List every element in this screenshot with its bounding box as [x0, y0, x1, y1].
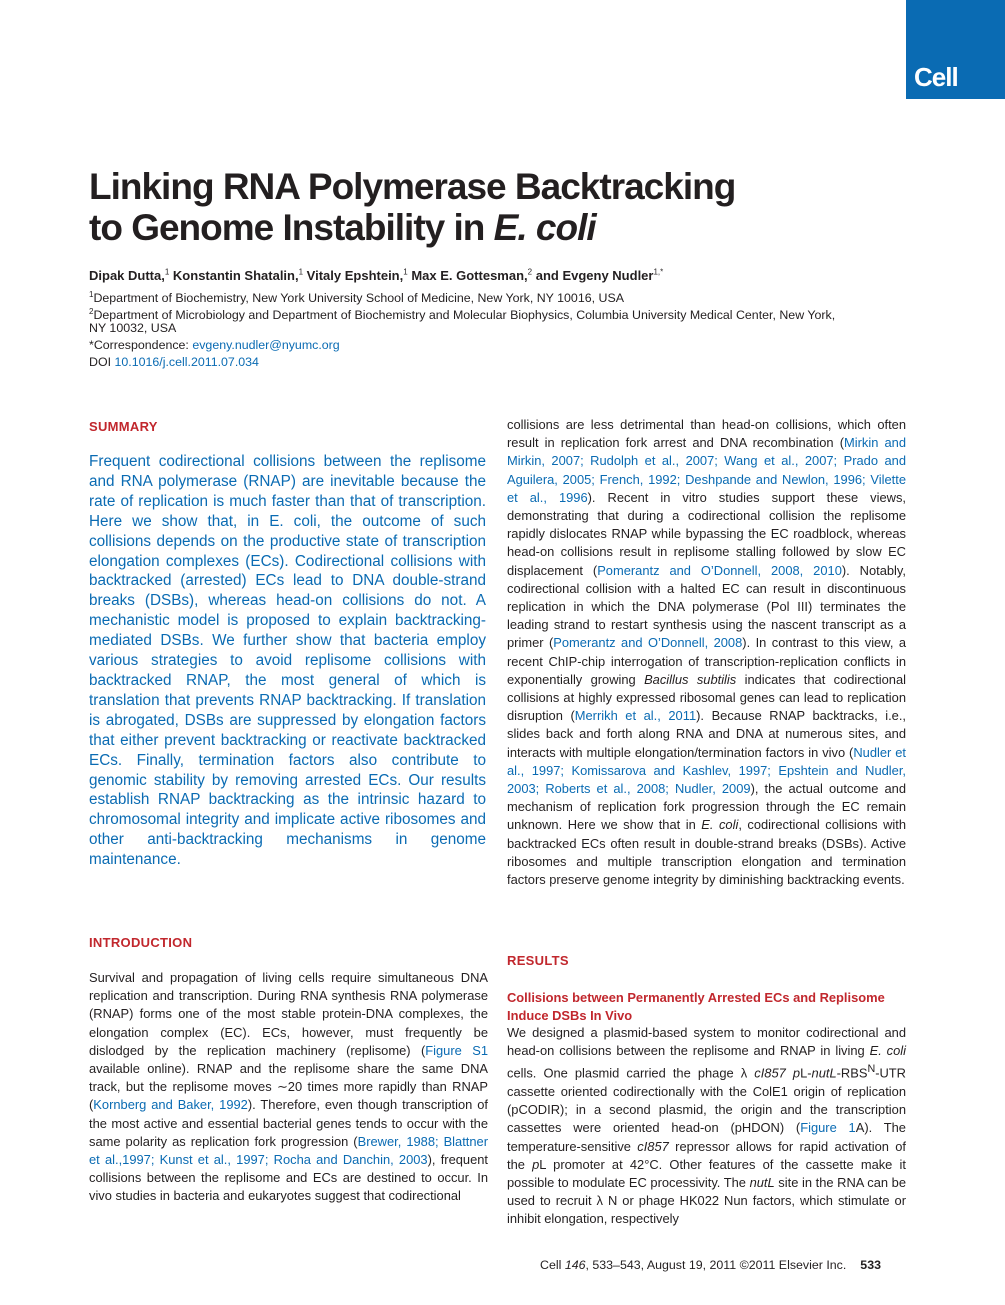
- text-run: ), frequent collisions between the replisome and ECs are destined to occur. In vivo studies in bacteria and eukaryotes suggest that codirectional: [89, 1152, 488, 1204]
- doi-link[interactable]: 10.1016/j.cell.2011.07.034: [114, 355, 259, 369]
- italic-term: Bacillus subtilis: [644, 671, 737, 687]
- text-run: collisions are less detrimental than head-on collisions, which often result in replication fork arrest and DNA recombination (: [507, 417, 906, 451]
- introduction-heading: INTRODUCTION: [89, 935, 193, 950]
- superscript: N: [867, 1063, 876, 1076]
- author: and Evgeny Nudler$^{1,*}$: [535, 268, 664, 284]
- title-organism: E. coli: [493, 207, 596, 248]
- italic-term: cI857: [637, 1138, 669, 1154]
- citation-link[interactable]: Nudler et al., 1997; Komissarova and Kashlev, 1997; Epshtein and Nudler, 2003; Roberts et al., 2008; Nudler, 2009: [507, 744, 906, 797]
- title-line-2: to Genome Instability in: [89, 207, 485, 248]
- affiliation-2: $^2$Department of Microbiology and Department of Biochemistry and Molecular Biophysics, Columbia University Medical Center, New York,: [89, 307, 836, 323]
- results-subheading: Collisions between Permanently Arrested ECs and Replisome Induce DSBs In Vivo: [507, 990, 885, 1023]
- author: Dipak Dutta,$^1$: [89, 268, 170, 284]
- text-run: repressor allows for rapid activation of the: [507, 1138, 906, 1172]
- text-run: available online). RNAP and the replisome share the same DNA track, but the replisome moves ∼20 times more rapidly than RNAP (: [89, 1061, 488, 1113]
- text-run: cells. One plasmid carried the phage λ: [507, 1065, 755, 1081]
- author: Max E. Gottesman,$^2$: [411, 268, 533, 284]
- page-number: 533: [860, 1258, 881, 1272]
- text-run: We designed a plasmid-based system to monitor codirectional and head-on collisions between the replisome and RNAP in living: [507, 1025, 906, 1059]
- correspondence: *Correspondence: evgeny.nudler@nyumc.org: [89, 338, 340, 352]
- author-list: [89, 268, 663, 283]
- citation-link[interactable]: Brewer, 1988; Blattner et al.,1997; Kunst et al., 1997; Rocha and Danchin, 2003: [89, 1133, 488, 1168]
- italic-term: nutL: [811, 1065, 837, 1081]
- summary-text: Frequent codirectional collisions between the replisome and RNA polymerase (RNAP) are inevitable because the rate of replication is much faster than that of transcription. Here we show that, in E. coli, the outcome of such collisions depends on the productive state of transcription elongation complexes (ECs). Codirectional collisions with backtracked (arrested) ECs lead to DNA double-strand breaks (DSBs), whereas head-on collisions do not. A mechanistic model is proposed to explain backtracking-mediated DSBs. We further show that bacteria employ various strategies to avoid replisome collisions with backtracked RNAP, the most general of which is translation that prevents RNAP backtracking. If translation is abrogated, DSBs are suppressed by elongation factors that either prevent backtracking or reactivate backtracked ECs. Finally, termination factors also contribute to genomic stability by removing arrested ECs. Our results establish RNAP backtracking as the intrinsic hazard to chromosomal integrity and implicate active ribosomes and other anti-backtracking mechanisms in genome maintenance.: [89, 453, 486, 869]
- italic-term: cI857 p: [754, 1065, 801, 1081]
- text-run: site in the RNA can be used to recruit λ N or phage HK022 Nun factors, which stimulate or inhibit elongation, respectively: [507, 1174, 906, 1227]
- text-run: ). In contrast to this view, a recent ChIP-chip interrogation of transcription-replication conflicts in exponentially growing: [507, 635, 907, 687]
- citation-link[interactable]: Merrikh et al., 2011: [574, 708, 697, 724]
- affiliation-1: $^1$Department of Biochemistry, New York University School of Medicine, New York, NY 10016, USA: [89, 290, 624, 306]
- correspondence-email-link[interactable]: evgeny.nudler@nyumc.org: [192, 338, 340, 352]
- text-run: -RBS: [836, 1065, 868, 1081]
- article-title: [89, 166, 849, 248]
- italic-term: nutL: [749, 1174, 775, 1190]
- results-text: [507, 1024, 906, 1229]
- introduction-text-continued: [507, 416, 906, 889]
- results-heading: RESULTS: [507, 953, 569, 968]
- cell-logo: [906, 0, 1005, 99]
- text-run: , codirectional collisions with backtracked ECs often result in double-strand breaks (DSBs). Active ribosomes and multiple transcription elongation and termination factors preserve genome integrity by diminishing backtracking events.: [507, 817, 907, 888]
- italic-term: E. coli: [869, 1043, 906, 1059]
- text-run: L promoter at 42°C. Other features of the cassette make it possible to modulate EC processivity. The: [507, 1156, 906, 1190]
- title-line-1: Linking RNA Polymerase Backtracking: [89, 166, 736, 207]
- cell-logo-text: Cell: [914, 62, 958, 92]
- doi: DOI 10.1016/j.cell.2011.07.034: [89, 355, 259, 369]
- text-run: Survival and propagation of living cells require simultaneous DNA replication and transcription. During RNA synthesis RNA polymerase (RNAP) forms one of the most stable protein-DNA complexes, the elongation complex (EC). ECs, however, must frequently be dislodged by the replication machinery (replisome) (: [89, 970, 488, 1058]
- text-run: ). Notably, codirectional collision with a halted EC can result in discontinuous replication in which the DNA polymerase (Pol III) terminates the leading strand to restart synthesis using the nascent transcript as a primer (: [507, 562, 906, 651]
- footer-volume: 146: [564, 1258, 586, 1272]
- text-run: ), the actual outcome and mechanism of replication fork progression through the EC remain unknown. Here we show that in: [507, 781, 906, 833]
- citation-link[interactable]: Pomerantz and O’Donnell, 2008: [553, 635, 743, 651]
- text-run: indicates that codirectional collisions at highly expressed ribosomal genes can lead to replication disruption (: [507, 671, 907, 724]
- affiliation-2-cont: NY 10032, USA: [89, 321, 177, 335]
- summary-heading: SUMMARY: [89, 419, 158, 434]
- author: Konstantin Shatalin,$^1$: [172, 268, 304, 284]
- footer-journal: Cell: [540, 1258, 562, 1272]
- italic-term: p: [532, 1156, 540, 1172]
- page-footer: [540, 1258, 881, 1272]
- text-run: -UTR cassette oriented codirectionally with the ColE1 origin of replication (pCODIR); in a second plasmid, the origin and the transcription cassettes were oriented head-on (pHDON) (: [507, 1065, 906, 1136]
- citation-link[interactable]: Pomerantz and O’Donnell, 2008, 2010: [597, 562, 842, 578]
- footer-citation: , 533–543, August 19, 2011 ©2011 Elsevier Inc.: [585, 1258, 847, 1272]
- citation-link[interactable]: Figure 1: [800, 1120, 856, 1136]
- text-run: ). Because RNAP backtracks, i.e., slides back and forth along RNA and DNA at numerous sites, and interacts with multiple elongation/termination factors in vivo (: [507, 708, 906, 760]
- text-run: L-: [800, 1065, 812, 1081]
- citation-link[interactable]: Figure S1: [425, 1042, 488, 1058]
- introduction-text: [89, 969, 488, 1206]
- author: Vitaly Epshtein,$^1$: [306, 268, 408, 284]
- text-run: ). Recent in vitro studies support these views, demonstrating that during a codirectional collision the replisome rapidly dislocates RNAP while bypassing the EC roadblock, whereas head-on collisions result in replisome stalling followed by slow EC displacement (: [507, 489, 906, 578]
- text-run: A). The temperature-sensitive: [507, 1120, 906, 1154]
- italic-term: E. coli: [701, 817, 739, 833]
- text-run: ). Therefore, even though transcription of the most active and essential bacterial genes tends to occur with the same polarity as replication fork progression (: [89, 1097, 488, 1149]
- citation-link[interactable]: Kornberg and Baker, 1992: [93, 1097, 248, 1113]
- citation-link[interactable]: Mirkin and Mirkin, 2007; Rudolph et al., 2007; Wang et al., 2007; Prado and Aguilera, 2005; French, 1992; Deshpande and Newlon, 1996; Vilette et al., 1996: [507, 435, 906, 505]
